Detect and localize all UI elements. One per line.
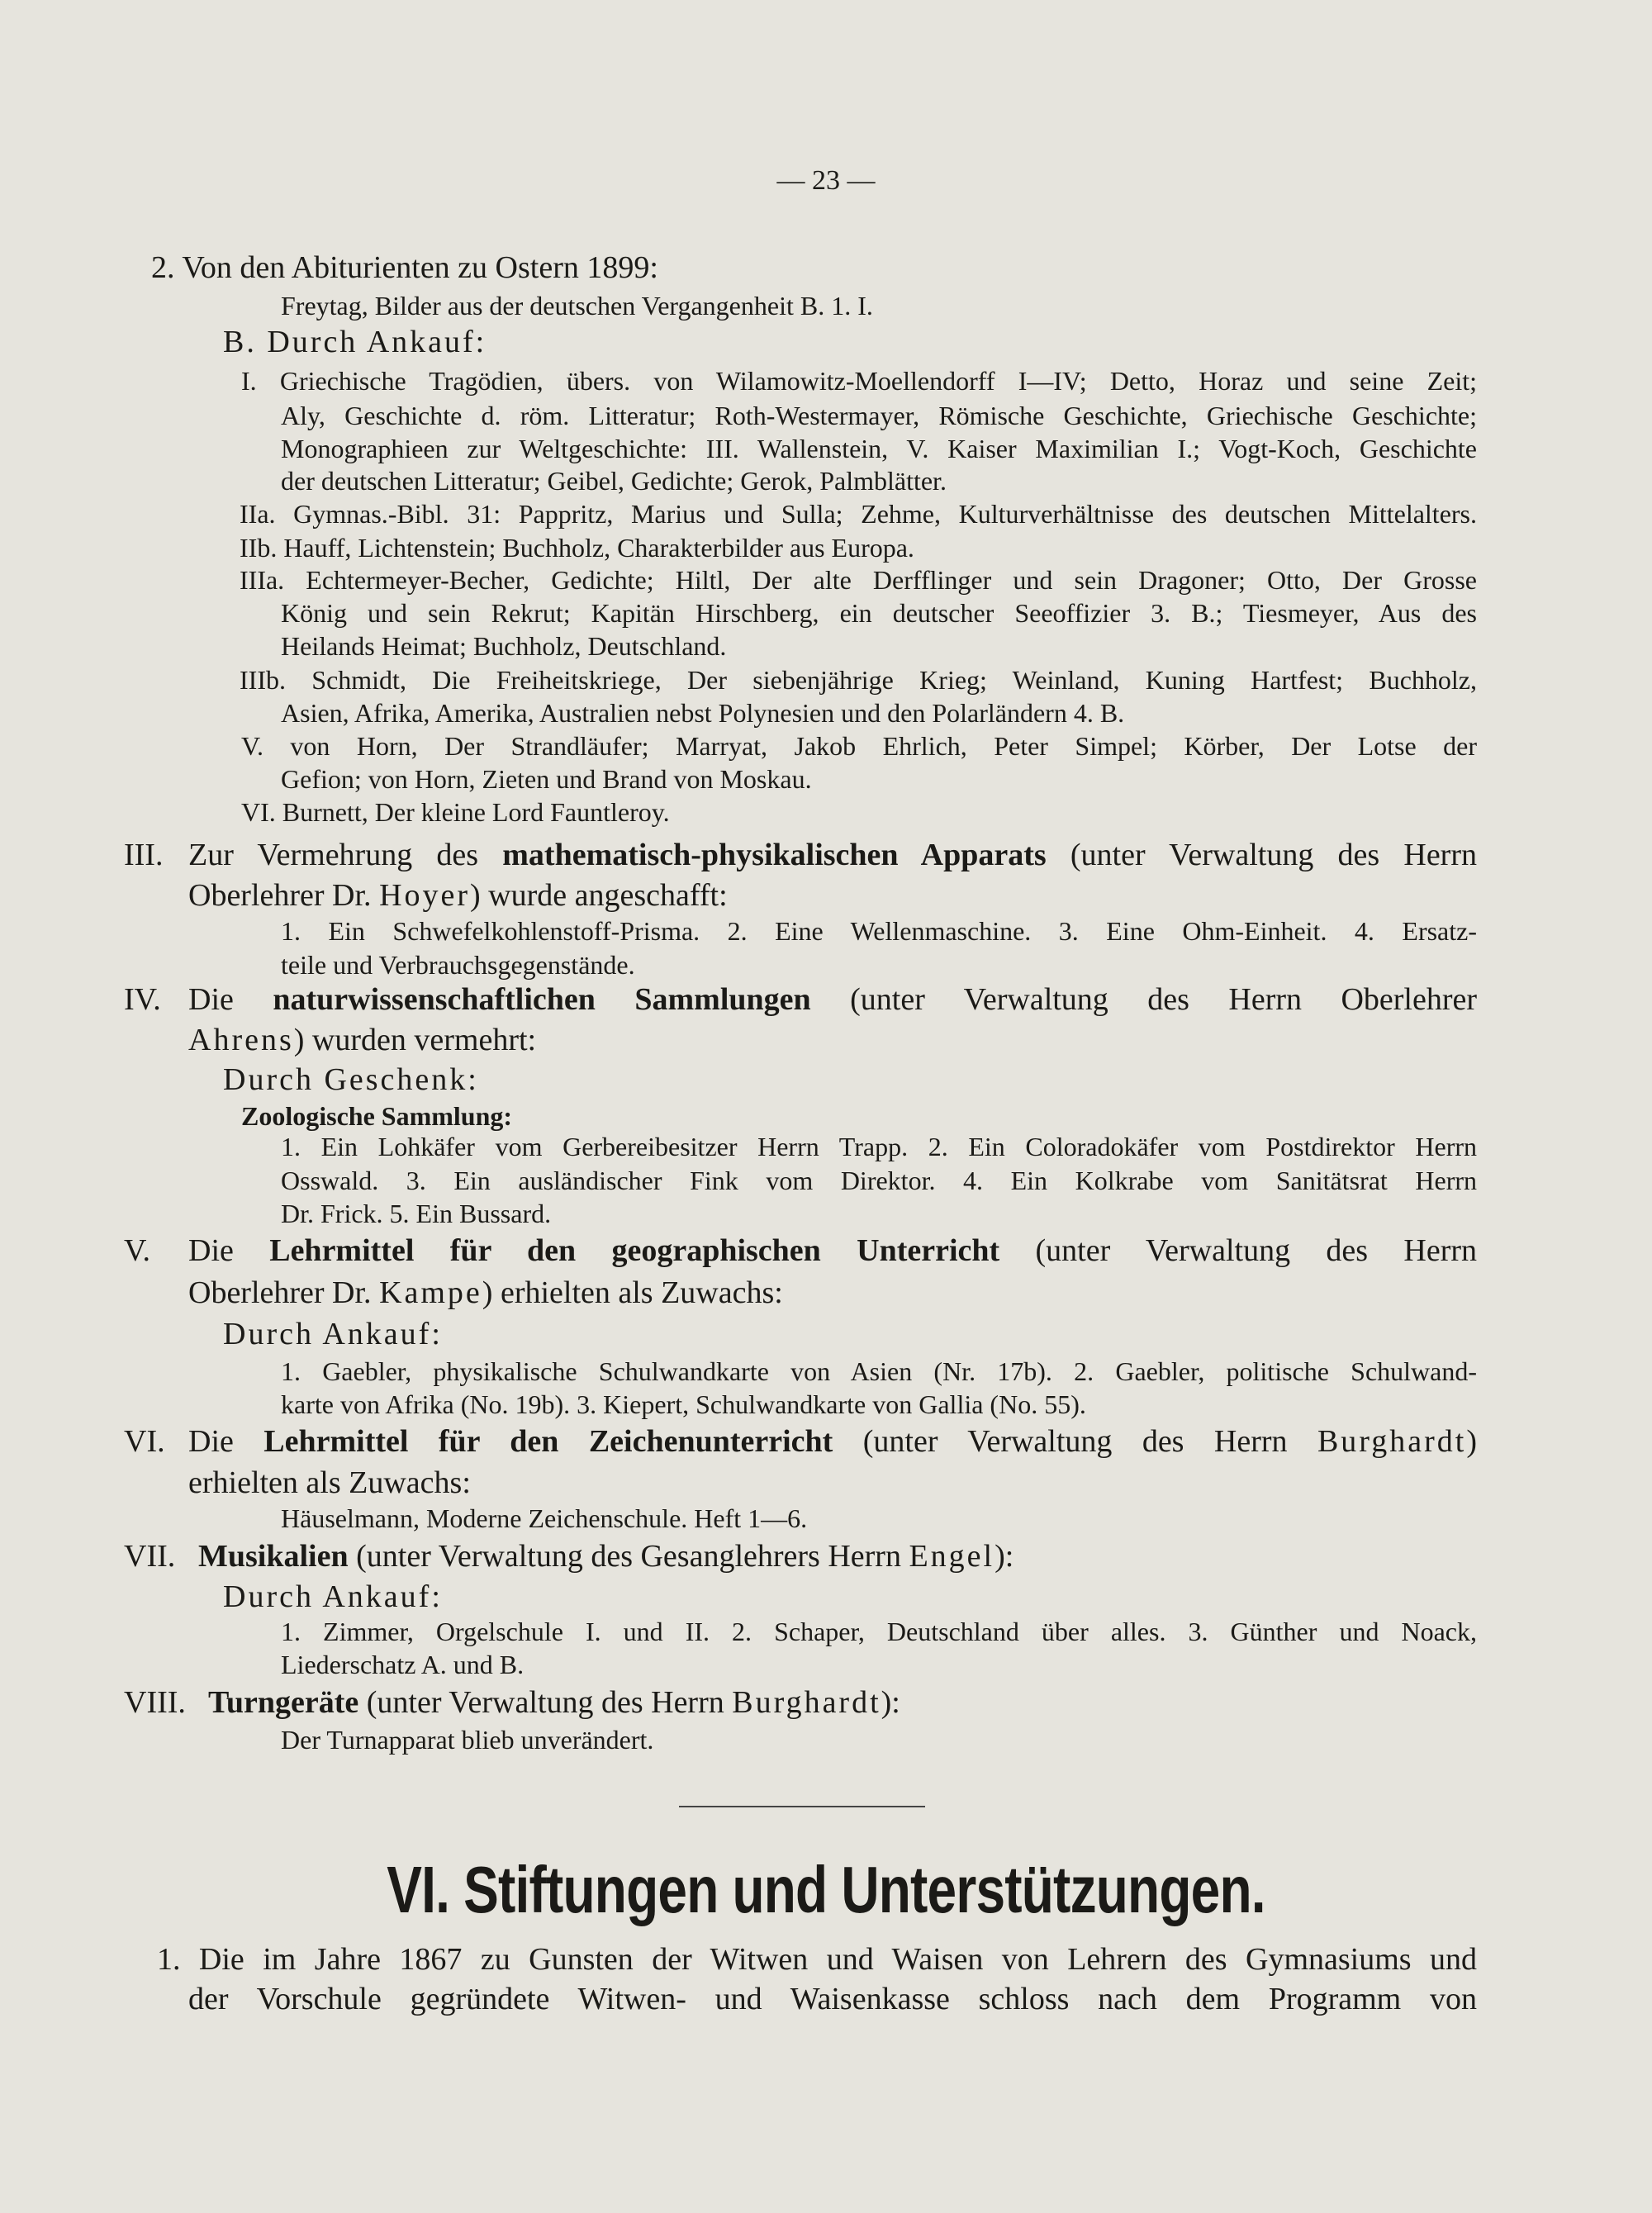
chapter-paragraph-line-1: 1. Die im Jahre 1867 zu Gunsten der Witwen und Waisen von Lehrern des Gymnasiums und xyxy=(157,1942,1477,1977)
section-v-items-line-2: karte von Afrika (No. 19b). 3. Kiepert, Schulwandkarte von Gallia (No. 55). xyxy=(281,1389,1086,1419)
chapter-paragraph-line-2: der Vorschule gegründete Witwen- und Waisenkasse schloss nach dem Programm von xyxy=(188,1982,1477,2016)
class-iib-entry: IIb. Hauff, Lichtenstein; Buchholz, Charakterbilder aus Europa. xyxy=(240,533,914,563)
gift-entry: Freytag, Bilder aus der deutschen Vergangenheit B. 1. I. xyxy=(281,291,873,321)
class-iiib-line-2: Asien, Afrika, Amerika, Australien nebst Polynesien und den Polarländern 4. B. xyxy=(281,698,1125,728)
class-iiia-line-2: König und sein Rekrut; Kapitän Hirschberg, ein deutscher Seeoffizier 3. B.; Tiesmeyer, Aus des xyxy=(281,598,1477,628)
section-vi-numeral: VI. xyxy=(124,1424,165,1459)
class-i-line-3: Monographieen zur Weltgeschichte: III. Wallenstein, V. Kaiser Maximilian I.; Vogt-Koch, Geschichte xyxy=(281,434,1477,463)
class-iiia-line-1: IIIa. Echtermeyer-Becher, Gedichte; Hiltl, Der alte Derfflinger und sein Dragoner; Otto, Der Grosse xyxy=(240,565,1477,595)
section-viii-item: Der Turnapparat blieb unverändert. xyxy=(281,1725,654,1755)
section-iii-heading-line-2: Oberlehrer Dr. Hoyer) wurde angeschafft: xyxy=(188,878,728,913)
section-iii-items-line-1: 1. Ein Schwefelkohlenstoff-Prisma. 2. Eine Wellenmaschine. 3. Eine Ohm-Einheit. 4. Ersatz- xyxy=(281,916,1477,946)
class-vi-entry: VI. Burnett, Der kleine Lord Fauntleroy. xyxy=(241,797,670,827)
section-iii-heading-line-1: Zur Vermehrung des mathematisch-physikalischen Apparats (unter Verwaltung des Herrn xyxy=(188,838,1477,872)
class-iiia-line-3: Heilands Heimat; Buchholz, Deutschland. xyxy=(281,631,727,661)
section-vi-item: Häuselmann, Moderne Zeichenschule. Heft 1—6. xyxy=(281,1503,808,1533)
section-vii-numeral: VII. xyxy=(124,1539,176,1574)
subheading-durch-geschenk: Durch Geschenk: xyxy=(223,1062,479,1097)
section-vii-items-line-2: Liederschatz A. und B. xyxy=(281,1650,525,1679)
class-iia-entry: IIa. Gymnas.-Bibl. 31: Pappritz, Marius und Sulla; Zehme, Kulturverhältnisse des deutschen Mittelalters. xyxy=(240,499,1477,529)
section-iv-numeral: IV. xyxy=(124,982,161,1017)
subheading-durch-ankauf-vii: Durch Ankauf: xyxy=(223,1579,443,1614)
section-v-items-line-1: 1. Gaebler, physikalische Schulwandkarte von Asien (Nr. 17b). 2. Gaebler, politische Schulwand- xyxy=(281,1356,1477,1386)
subheading-durch-ankauf-v: Durch Ankauf: xyxy=(223,1317,443,1351)
class-i-line-1: I. Griechische Tragödien, übers. von Wilamowitz-Moellendorff I—IV; Detto, Horaz und seine Zeit; xyxy=(241,366,1477,396)
class-v-line-2: Gefion; von Horn, Zieten und Brand von Moskau. xyxy=(281,764,812,794)
subheading-durch-ankauf: B. Durch Ankauf: xyxy=(223,325,487,359)
collection-zoologische: Zoologische Sammlung: xyxy=(241,1101,513,1131)
class-i-line-4: der deutschen Litteratur; Geibel, Gedichte; Gerok, Palmblätter. xyxy=(281,466,947,496)
chapter-heading: VI. Stiftungen und Unterstützungen. xyxy=(387,1853,1265,1926)
section-iv-items-line-3: Dr. Frick. 5. Ein Bussard. xyxy=(281,1199,552,1228)
section-iv-items-line-1: 1. Ein Lohkäfer vom Gerbereibesitzer Herrn Trapp. 2. Ein Coloradokäfer vom Postdirektor Herrn xyxy=(281,1132,1477,1161)
section-iii-items-line-2: teile und Verbrauchsgegenstände. xyxy=(281,950,635,980)
section-viii-numeral: VIII. xyxy=(124,1685,186,1720)
page-number: — 23 — xyxy=(776,165,876,196)
class-iiib-line-1: IIIb. Schmidt, Die Freiheitskriege, Der siebenjährige Krieg; Weinland, Kuning Hartfest; Buchholz, xyxy=(240,665,1477,695)
section-vi-heading-line-1: Die Lehrmittel für den Zeichenunterricht (unter Verwaltung des Herrn Burghardt) xyxy=(188,1424,1477,1459)
class-i-line-2: Aly, Geschichte d. röm. Litteratur; Roth-Westermayer, Römische Geschichte, Griechische Geschichte; xyxy=(281,401,1477,430)
section-v-heading-line-1: Die Lehrmittel für den geographischen Unterricht (unter Verwaltung des Herrn xyxy=(188,1233,1478,1268)
class-v-line-1: V. von Horn, Der Strandläufer; Marryat, Jakob Ehrlich, Peter Simpel; Körber, Der Lotse der xyxy=(241,731,1477,761)
section-v-heading-line-2: Oberlehrer Dr. Kampe) erhielten als Zuwachs: xyxy=(188,1275,783,1310)
section-vi-heading-line-2: erhielten als Zuwachs: xyxy=(188,1465,471,1500)
section-divider xyxy=(679,1806,925,1807)
section-iv-heading-line-1: Die naturwissenschaftlichen Sammlungen (unter Verwaltung des Herrn Oberlehrer xyxy=(188,982,1478,1017)
section-heading-abiturienten: 2. Von den Abiturienten zu Ostern 1899: xyxy=(151,250,658,285)
section-iv-items-line-2: Osswald. 3. Ein ausländischer Fink vom Direktor. 4. Ein Kolkrabe vom Sanitätsrat Herrn xyxy=(281,1166,1477,1195)
section-vii-heading: Musikalien (unter Verwaltung des Gesanglehrers Herrn Engel): xyxy=(198,1539,1014,1574)
section-v-numeral: V. xyxy=(124,1233,151,1268)
section-viii-heading: Turngeräte (unter Verwaltung des Herrn Burghardt): xyxy=(208,1685,900,1720)
section-vii-items-line-1: 1. Zimmer, Orgelschule I. und II. 2. Schaper, Deutschland über alles. 3. Günther und Noack, xyxy=(281,1617,1477,1646)
section-iii-numeral: III. xyxy=(124,838,164,872)
section-iv-heading-line-2: Ahrens) wurden vermehrt: xyxy=(188,1023,537,1057)
